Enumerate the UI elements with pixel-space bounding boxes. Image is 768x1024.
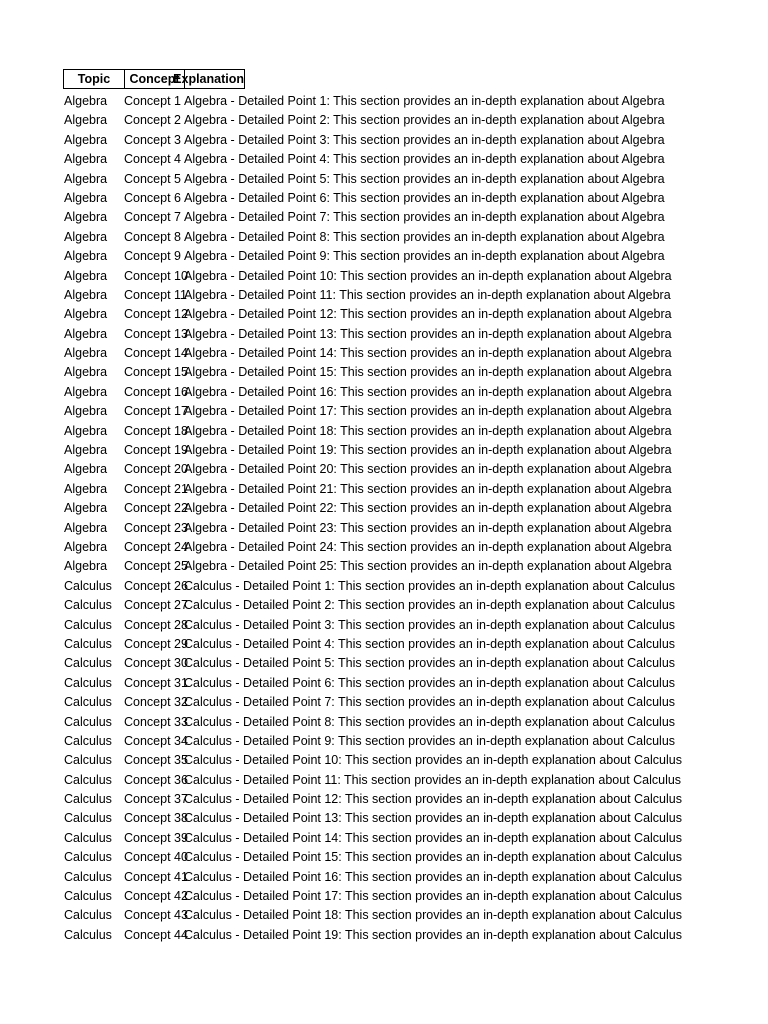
cell-topic[interactable]: Algebra xyxy=(64,501,108,516)
table-row xyxy=(63,363,672,382)
table-row xyxy=(63,848,682,867)
cell-concept[interactable]: Concept 39 xyxy=(124,830,188,845)
cell-topic[interactable]: Algebra xyxy=(64,171,108,186)
table-row xyxy=(63,654,676,673)
table-row xyxy=(63,616,676,635)
cell-concept[interactable]: Concept 42 xyxy=(124,889,188,904)
cell-explanation[interactable]: Algebra - Detailed Point 10: This section provides an in-depth explanation about Algebra xyxy=(184,268,672,283)
cell-explanation[interactable]: Algebra - Detailed Point 17: This section provides an in-depth explanation about Algebra xyxy=(184,404,672,419)
cell-explanation[interactable]: Algebra - Detailed Point 11: This section provides an in-depth explanation about Algebra xyxy=(184,287,671,302)
cell-concept[interactable]: Concept 5 xyxy=(124,171,181,186)
cell-concept[interactable]: Concept 9 xyxy=(124,249,181,264)
cell-concept[interactable]: Concept 1 xyxy=(124,94,181,108)
table-row xyxy=(63,150,669,169)
header-explanation-label: Explanation xyxy=(173,72,244,86)
table-row xyxy=(63,460,672,479)
table-row xyxy=(63,228,669,247)
cell-explanation[interactable]: Calculus - Detailed Point 12: This section provides an in-depth explanation about Calculus xyxy=(184,792,682,807)
cell-concept[interactable]: Concept 15 xyxy=(124,365,188,380)
cell-topic[interactable]: Algebra xyxy=(64,229,108,244)
cell-explanation[interactable]: Calculus - Detailed Point 11: This section provides an in-depth explanation about Calculus xyxy=(184,772,682,787)
cell-topic[interactable]: Algebra xyxy=(64,462,108,477)
cell-explanation[interactable]: Algebra - Detailed Point 9: This section provides an in-depth explanation about Algebra xyxy=(184,249,665,264)
cell-topic[interactable]: Calculus xyxy=(64,753,112,768)
cell-explanation[interactable]: Algebra - Detailed Point 6: This section provides an in-depth explanation about Algebra xyxy=(184,190,665,205)
cell-concept[interactable]: Concept 13 xyxy=(124,326,188,341)
cell-concept[interactable]: Concept 25 xyxy=(124,559,188,574)
cell-topic[interactable]: Calculus xyxy=(64,869,112,884)
cell-concept[interactable]: Concept 19 xyxy=(124,443,188,458)
cell-concept[interactable]: Concept 44 xyxy=(124,927,188,942)
table-row xyxy=(63,519,672,538)
cell-explanation[interactable]: Algebra - Detailed Point 1: This section provides an in-depth explanation about Algebra xyxy=(184,94,665,108)
cell-topic[interactable]: Algebra xyxy=(64,404,108,419)
cell-explanation[interactable]: Calculus - Detailed Point 3: This section provides an in-depth explanation about Calculus xyxy=(184,617,676,632)
cell-explanation[interactable]: Algebra - Detailed Point 23: This section provides an in-depth explanation about Algebra xyxy=(184,520,672,535)
table-row xyxy=(63,693,676,712)
table-row xyxy=(63,577,676,596)
cell-topic[interactable]: Algebra xyxy=(64,423,108,438)
cell-topic[interactable]: Calculus xyxy=(64,811,112,826)
cell-concept[interactable]: Concept 6 xyxy=(124,190,181,205)
cell-explanation[interactable]: Algebra - Detailed Point 15: This section provides an in-depth explanation about Algebra xyxy=(184,365,672,380)
cell-concept[interactable]: Concept 28 xyxy=(124,617,188,632)
cell-topic[interactable]: Calculus xyxy=(64,578,112,593)
table-row xyxy=(63,267,672,286)
cell-explanation[interactable]: Algebra - Detailed Point 3: This section provides an in-depth explanation about Algebra xyxy=(184,132,665,147)
table-row xyxy=(63,499,672,518)
table-row xyxy=(63,286,669,305)
header-topic[interactable]: Topic xyxy=(63,69,125,89)
table-row xyxy=(63,732,676,751)
table-row xyxy=(63,480,672,499)
table-row xyxy=(63,131,669,150)
cell-concept[interactable]: Concept 30 xyxy=(124,656,188,671)
cell-topic[interactable]: Algebra xyxy=(64,190,108,205)
table-row xyxy=(63,674,676,693)
header-explanation[interactable] xyxy=(173,69,245,89)
cell-topic[interactable]: Algebra xyxy=(64,443,108,458)
cell-explanation[interactable]: Calculus - Detailed Point 2: This section provides an in-depth explanation about Calculus xyxy=(184,598,676,613)
cell-concept[interactable]: Concept 20 xyxy=(124,462,188,477)
cell-concept[interactable]: Concept 26 xyxy=(124,578,188,593)
table-row xyxy=(63,189,669,208)
cell-topic[interactable]: Algebra xyxy=(64,559,108,574)
cell-concept[interactable]: Concept 36 xyxy=(124,772,188,787)
table-row xyxy=(63,383,672,402)
cell-concept[interactable]: Concept 11 xyxy=(124,287,188,302)
cell-topic[interactable]: Algebra xyxy=(64,307,108,322)
cell-explanation[interactable]: Algebra - Detailed Point 12: This section provides an in-depth explanation about Algebra xyxy=(184,307,672,322)
cell-topic[interactable]: Calculus xyxy=(64,714,112,729)
cell-topic[interactable]: Calculus xyxy=(64,772,112,787)
cell-concept[interactable]: Concept 29 xyxy=(124,636,188,651)
cell-topic[interactable]: Algebra xyxy=(64,113,108,128)
cell-explanation[interactable]: Algebra - Detailed Point 20: This section provides an in-depth explanation about Algebra xyxy=(184,462,672,477)
cell-explanation[interactable]: Calculus - Detailed Point 10: This section provides an in-depth explanation about Calculus xyxy=(184,753,682,768)
cell-explanation[interactable]: Algebra - Detailed Point 5: This section provides an in-depth explanation about Algebra xyxy=(184,171,665,186)
cell-topic[interactable]: Calculus xyxy=(64,830,112,845)
table-row xyxy=(63,325,672,344)
cell-topic[interactable]: Algebra xyxy=(64,326,108,341)
cell-topic[interactable]: Calculus xyxy=(64,675,112,690)
cell-explanation[interactable]: Calculus - Detailed Point 15: This section provides an in-depth explanation about Calculus xyxy=(184,850,682,865)
cell-explanation[interactable]: Calculus - Detailed Point 13: This section provides an in-depth explanation about Calculus xyxy=(184,811,682,826)
table-row xyxy=(63,402,672,421)
cell-explanation[interactable]: Algebra - Detailed Point 19: This section provides an in-depth explanation about Algebra xyxy=(184,443,672,458)
cell-explanation[interactable]: Algebra - Detailed Point 16: This section provides an in-depth explanation about Algebra xyxy=(184,384,672,399)
cell-concept[interactable]: Concept 22 xyxy=(124,501,188,516)
cell-topic[interactable]: Algebra xyxy=(64,287,108,302)
cell-concept[interactable]: Concept 37 xyxy=(124,792,188,807)
cell-topic[interactable]: Algebra xyxy=(64,132,108,147)
cell-concept[interactable]: Concept 2 xyxy=(124,113,181,128)
cell-explanation[interactable]: Calculus - Detailed Point 1: This section provides an in-depth explanation about Calculus xyxy=(184,578,676,593)
cell-explanation[interactable]: Algebra - Detailed Point 22: This section provides an in-depth explanation about Algebra xyxy=(184,501,672,516)
cell-concept[interactable]: Concept 43 xyxy=(124,908,188,923)
cell-explanation[interactable]: Algebra - Detailed Point 24: This section provides an in-depth explanation about Algebra xyxy=(184,539,672,554)
table-row xyxy=(63,771,682,790)
table-row xyxy=(63,538,672,557)
cell-topic[interactable]: Algebra xyxy=(64,268,108,283)
table-row xyxy=(63,344,672,363)
table-row xyxy=(63,926,682,945)
table-body xyxy=(63,92,682,945)
cell-explanation[interactable]: Algebra - Detailed Point 14: This section provides an in-depth explanation about Algebra xyxy=(184,346,672,361)
table-row xyxy=(63,170,669,189)
table-row xyxy=(63,868,682,887)
table-row xyxy=(63,887,682,906)
table-row xyxy=(63,247,669,266)
table-row xyxy=(63,906,682,925)
cell-explanation[interactable]: Algebra - Detailed Point 7: This section provides an in-depth explanation about Algebra xyxy=(184,210,665,225)
cell-concept[interactable]: Concept 23 xyxy=(124,520,188,535)
cell-topic[interactable]: Calculus xyxy=(64,889,112,904)
cell-explanation[interactable]: Calculus - Detailed Point 4: This section provides an in-depth explanation about Calculus xyxy=(184,636,676,651)
cell-explanation[interactable]: Calculus - Detailed Point 14: This section provides an in-depth explanation about Calculus xyxy=(184,830,682,845)
table-row xyxy=(63,305,672,324)
table-row xyxy=(63,751,682,770)
cell-topic[interactable]: Calculus xyxy=(64,792,112,807)
cell-topic[interactable]: Algebra xyxy=(64,210,108,225)
table-row xyxy=(63,790,682,809)
table-row xyxy=(63,92,669,111)
cell-topic[interactable]: Calculus xyxy=(64,927,112,942)
cell-explanation[interactable]: Algebra - Detailed Point 2: This section provides an in-depth explanation about Algebra xyxy=(184,113,665,128)
cell-concept[interactable]: Concept 31 xyxy=(124,675,188,690)
cell-concept[interactable]: Concept 17 xyxy=(124,404,188,419)
cell-topic[interactable]: Calculus xyxy=(64,636,112,651)
cell-explanation[interactable]: Calculus - Detailed Point 5: This section provides an in-depth explanation about Calculus xyxy=(184,656,676,671)
header-concept[interactable]: Concept xyxy=(124,69,185,89)
cell-explanation[interactable]: Calculus - Detailed Point 17: This section provides an in-depth explanation about Calculus xyxy=(184,889,682,904)
cell-explanation[interactable]: Algebra - Detailed Point 21: This section provides an in-depth explanation about Algebra xyxy=(184,481,672,496)
spreadsheet-table xyxy=(63,68,682,945)
cell-explanation[interactable]: Algebra - Detailed Point 8: This section provides an in-depth explanation about Algebra xyxy=(184,229,665,244)
cell-concept[interactable]: Concept 10 xyxy=(124,268,188,283)
cell-concept[interactable]: Concept 35 xyxy=(124,753,188,768)
cell-topic[interactable]: Algebra xyxy=(64,365,108,380)
cell-concept[interactable]: Concept 32 xyxy=(124,695,188,710)
cell-concept[interactable]: Concept 38 xyxy=(124,811,188,826)
cell-topic[interactable]: Algebra xyxy=(64,152,108,167)
cell-concept[interactable]: Concept 7 xyxy=(124,210,181,225)
cell-explanation[interactable]: Calculus - Detailed Point 6: This section provides an in-depth explanation about Calculus xyxy=(184,675,676,690)
cell-topic[interactable]: Algebra xyxy=(64,481,108,496)
cell-topic[interactable]: Algebra xyxy=(64,384,108,399)
cell-concept[interactable]: Concept 41 xyxy=(124,869,188,884)
table-row xyxy=(63,557,672,576)
cell-concept[interactable]: Concept 12 xyxy=(124,307,188,322)
cell-explanation[interactable]: Calculus - Detailed Point 8: This section provides an in-depth explanation about Calculus xyxy=(184,714,676,729)
cell-concept[interactable]: Concept 4 xyxy=(124,152,181,167)
table-row xyxy=(63,713,676,732)
cell-concept[interactable]: Concept 34 xyxy=(124,733,188,748)
header-row xyxy=(63,68,669,90)
cell-explanation[interactable]: Calculus - Detailed Point 16: This section provides an in-depth explanation about Calculus xyxy=(184,869,682,884)
table-row xyxy=(63,809,682,828)
table-row xyxy=(63,422,672,441)
cell-explanation[interactable]: Calculus - Detailed Point 7: This section provides an in-depth explanation about Calculus xyxy=(184,695,676,710)
cell-topic[interactable]: Algebra xyxy=(64,520,108,535)
cell-concept[interactable]: Concept 33 xyxy=(124,714,188,729)
cell-concept[interactable]: Concept 8 xyxy=(124,229,181,244)
table-row xyxy=(63,111,669,130)
cell-concept[interactable]: Concept 21 xyxy=(124,481,188,496)
cell-topic[interactable]: Calculus xyxy=(64,656,112,671)
cell-topic[interactable]: Calculus xyxy=(64,908,112,923)
cell-explanation[interactable]: Calculus - Detailed Point 18: This section provides an in-depth explanation about Calculus xyxy=(184,908,682,923)
cell-explanation[interactable]: Calculus - Detailed Point 9: This section provides an in-depth explanation about Calculus xyxy=(184,733,676,748)
cell-explanation[interactable]: Algebra - Detailed Point 4: This section provides an in-depth explanation about Algebra xyxy=(184,152,665,167)
table-row xyxy=(63,596,676,615)
cell-concept[interactable]: Concept 14 xyxy=(124,346,188,361)
cell-topic[interactable]: Calculus xyxy=(64,695,112,710)
table-row xyxy=(63,635,676,654)
table-row xyxy=(63,208,669,227)
cell-explanation[interactable]: Algebra - Detailed Point 18: This section provides an in-depth explanation about Algebra xyxy=(184,423,672,438)
cell-explanation[interactable]: Algebra - Detailed Point 25: This section provides an in-depth explanation about Algebra xyxy=(184,559,672,574)
cell-topic[interactable]: Algebra xyxy=(64,346,108,361)
cell-concept[interactable]: Concept 18 xyxy=(124,423,188,438)
cell-explanation[interactable]: Algebra - Detailed Point 13: This section provides an in-depth explanation about Algebra xyxy=(184,326,672,341)
cell-topic[interactable]: Calculus xyxy=(64,733,112,748)
cell-concept[interactable]: Concept 40 xyxy=(124,850,188,865)
cell-topic[interactable]: Calculus xyxy=(64,850,112,865)
cell-topic[interactable]: Calculus xyxy=(64,617,112,632)
table-row xyxy=(63,441,672,460)
cell-topic[interactable]: Algebra xyxy=(64,539,108,554)
table-row xyxy=(63,829,682,848)
cell-concept[interactable]: Concept 24 xyxy=(124,539,188,554)
cell-topic[interactable]: Calculus xyxy=(64,598,112,613)
cell-topic[interactable]: Algebra xyxy=(64,94,108,108)
cell-concept[interactable]: Concept 16 xyxy=(124,384,188,399)
cell-concept[interactable]: Concept 3 xyxy=(124,132,181,147)
cell-topic[interactable]: Algebra xyxy=(64,249,108,264)
cell-explanation[interactable]: Calculus - Detailed Point 19: This section provides an in-depth explanation about Calculus xyxy=(184,927,682,942)
cell-concept[interactable]: Concept 27 xyxy=(124,598,188,613)
